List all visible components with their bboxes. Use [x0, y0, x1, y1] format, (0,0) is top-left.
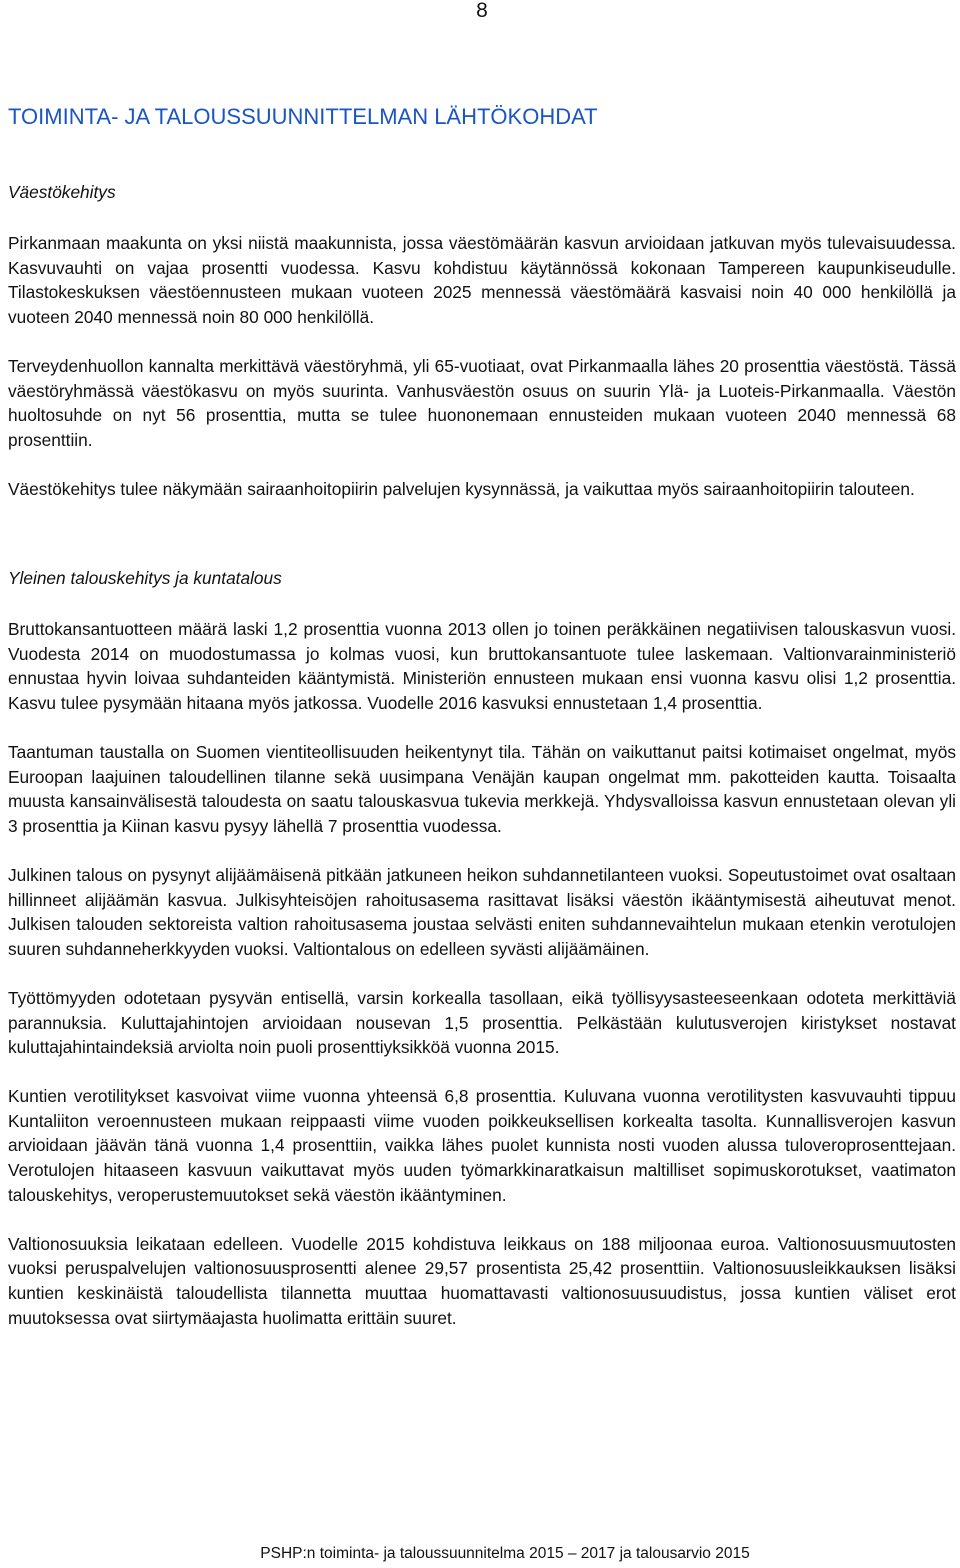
section-title-population: Väestökehitys — [8, 182, 116, 202]
page-number: 8 — [476, 0, 488, 22]
paragraph: Kuntien verotilitykset kasvoivat viime vuonna yhteensä 6,8 prosenttia. Kuluvana vuonna verotilitysten kasvuvauhti tippuu Kuntaliiton veroennusteen mukaan reippaasti viime vuoden poikkeuksellisen korkealta tasolta. Kunnallisverojen kasvun arvioidaan jäävän tänä vuonna 1,4 prosenttiin, vaikka lähes puolet kunnista nosti vuoden alussa tuloveroprosenttejaan. Verotulojen hitaaseen kasvuun vaikuttavat myös uuden työmarkkinaratkaisun maltilliset sopimuskorotukset, vaatimaton talouskehitys, veroperustemuutokset sekä väestön ikääntyminen. — [8, 1086, 956, 1205]
paragraph: Bruttokansantuotteen määrä laski 1,2 prosenttia vuonna 2013 ollen jo toinen peräkkäinen negatiivisen talouskasvun vuosi. Vuodesta 2014 on muodostumassa jo kolmas vuosi, kun bruttokansantuote tulee laskemaan. Valtionvarainministeriö ennustaa hyvin loivaa suhdanteiden kääntymistä. Ministeriön ennusteen mukaan ensi vuonna kasvu olisi 1,2 prosenttia. Kasvu tulee pysymään hitaana myös jatkossa. Vuodelle 2016 kasvuksi ennustetaan 1,4 prosenttia. — [8, 619, 956, 713]
page-heading: TOIMINTA- JA TALOUSSUUNNITTELMAN LÄHTÖKOHDAT — [8, 104, 598, 129]
paragraph: Julkinen talous on pysynyt alijäämäisenä pitkään jatkuneen heikon suhdannetilanteen vuoksi. Sopeutustoimet ovat osaltaan hillinneet alijäämän kasvua. Julkisyhteisöjen rahoitusasema rasittavat lisäksi väestön ikääntymisestä aiheutuvat menot. Julkisen talouden sektoreista valtion rahoitusasema joustaa selvästi eniten suhdannevaihtelun mukaan etenkin verotulojen suuren suhdanneherkkyyden vuoksi. Valtiontalous on edelleen syvästi alijäämäinen. — [8, 864, 956, 959]
paragraph: Terveydenhuollon kannalta merkittävä väestöryhmä, yli 65-vuotiaat, ovat Pirkanmaalla lähes 20 prosenttia väestöstä. Tässä väestöryhmässä väestökasvu on myös suurinta. Vanhusväestön osuus on suurin Ylä- ja Luoteis-Pirkanmaalla. Väestön huoltosuhde on nyt 56 prosenttia, mutta se tulee huononemaan ennusteiden mukaan vuoteen 2040 mennessä 68 prosenttiin. — [8, 355, 956, 450]
paragraph: Valtionosuuksia leikataan edelleen. Vuodelle 2015 kohdistuva leikkaus on 188 miljoonaa euroa. Valtionosuusmuutosten vuoksi peruspalvelujen valtionosuusprosentti alenee 29,57 prosentista 25,42 prosenttiin. Valtionosuusleikkauksen lisäksi kuntien keskinäistä taloudellista tilannetta muuttaa huomattavasti valtionosuusuudistus, jossa kuntien väliset erot muutoksessa ovat siirtymäajasta huolimatta erittäin suuret. — [8, 1233, 956, 1328]
paragraph: Väestökehitys tulee näkymään sairaanhoitopiirin palvelujen kysynnässä, ja vaikuttaa myös sairaanhoitopiirin talouteen. — [8, 478, 915, 499]
section-population-body — [8, 231, 956, 502]
section-title-economy: Yleinen talouskehitys ja kuntatalous — [8, 568, 282, 588]
paragraph: Pirkanmaan maakunta on yksi niistä maakunnista, jossa väestömäärän kasvun arvioidaan jatkuvan myös tulevaisuudessa. Kasvuvauhti on vajaa prosentti vuodessa. Kasvu kohdistuu käytännössä kokonaan Tampereen kaupunkiseudulle. Tilastokeskuksen väestöennusteen mukaan vuoteen 2025 mennessä väestömäärä kasvaisi noin 40 000 henkilöllä ja vuoteen 2040 mennessä noin 80 000 henkilöllä. — [8, 233, 956, 327]
page-footer: PSHP:n toiminta- ja taloussuunnitelma 2015 – 2017 ja talousarvio 2015 — [260, 1545, 750, 1562]
paragraph: Taantuman taustalla on Suomen vientiteollisuuden heikentynyt tila. Tähän on vaikuttanut paitsi kotimaiset ongelmat, myös Euroopan laajuinen taloudellinen tilanne sekä uusimpana Venäjän kaupan ongelmat mm. pakotteiden kautta. Toisaalta muusta kansainvälisestä taloudesta on saatu talouskasvua tukevia merkkejä. Yhdysvalloissa kasvun ennustetaan olevan yli 3 prosenttia ja Kiinan kasvu pysyy lähellä 7 prosenttia vuodessa. — [8, 741, 956, 836]
paragraph: Työttömyyden odotetaan pysyvän entisellä, varsin korkealla tasollaan, eikä työllisyysasteeseenkaan odoteta merkittäviä parannuksia. Kuluttajahintojen arvioidaan nousevan 1,5 prosenttia. Pelkästään kulutusverojen kiristykset nostavat kuluttajahintaindeksiä arviolta noin puoli prosenttiyksikköä vuonna 2015. — [8, 987, 956, 1058]
section-economy-body — [8, 617, 956, 1330]
